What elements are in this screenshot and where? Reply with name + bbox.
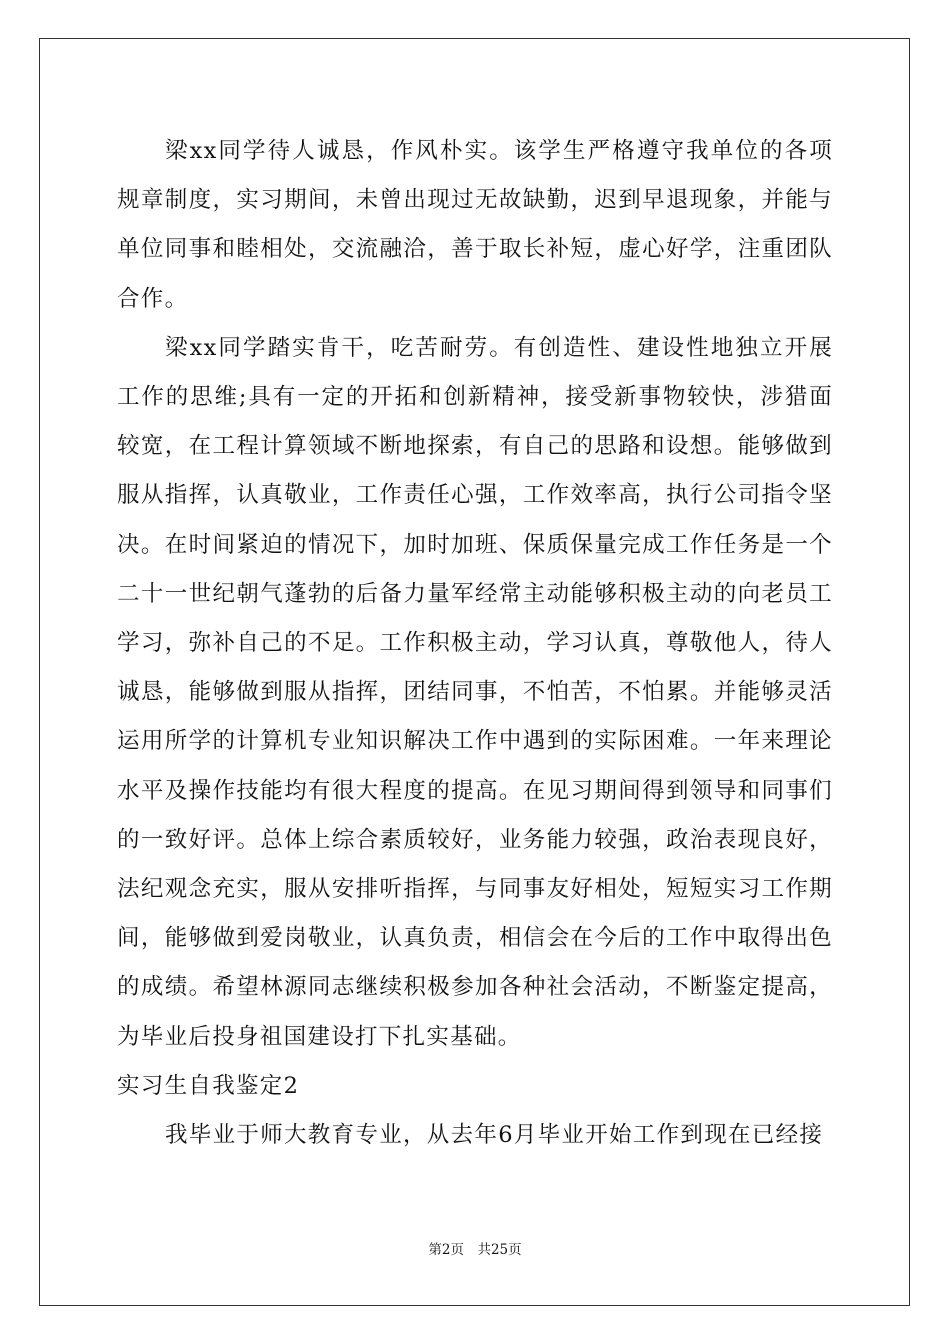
paragraph-2: 梁xx同学踏实肯干，吃苦耐劳。有创造性、建设性地独立开展工作的思维;具有一定的开拓和创新精神，接受新事物较快，涉猎面较宽，在工程计算领域不断地探索，有自己的思路和设想。能够做到服从指挥，认真敬业，工作责任心强，工作效率高，执行公司指令坚决。在时间紧迫的情况下，加时加班、保质保量完成工作任务是一个二十一世纪朝气蓬勃的后备力量军经常主动能够积极主动的向老员工学习，弥补自己的不足。工作积极主动，学习认真，尊敬他人，待人诚恳，能够做到服从指挥，团结同事，不怕苦，不怕累。并能够灵活运用所学的计算机专业知识解决工作中遇到的实际困难。一年来理论水平及操作技能均有很大程度的提高。在见习期间得到领导和同事们的一致好评。总体上综合素质较好，业务能力较强，政治表现良好，法纪观念充实，服从安排听指挥，与同事友好相处，短短实习工作期间，能够做到爱岗敬业，认真负责，相信会在今后的工作中取得出色的成绩。希望林源同志继续积极参加各种社会活动，不断鉴定提高，为毕业后投身祖国建设打下扎实基础。 bbox=[117, 334, 833, 1050]
paragraph-3: 我毕业于师大教育专业，从去年6月毕业开始工作到现在已经接 bbox=[165, 1122, 824, 1149]
paragraph-1: 梁xx同学待人诚恳，作风朴实。该学生严格遵守我单位的各项规章制度，实习期间，未曾出现过无故缺勤，迟到早退现象，并能与单位同事和睦相处，交流融洽，善于取长补短，虚心好学，注重团队合作。 bbox=[117, 138, 833, 312]
document-body bbox=[117, 127, 833, 1160]
section-heading: 实习生自我鉴定2 bbox=[117, 1072, 300, 1099]
page-number-footer: 第2页 共25页 bbox=[428, 1242, 522, 1258]
